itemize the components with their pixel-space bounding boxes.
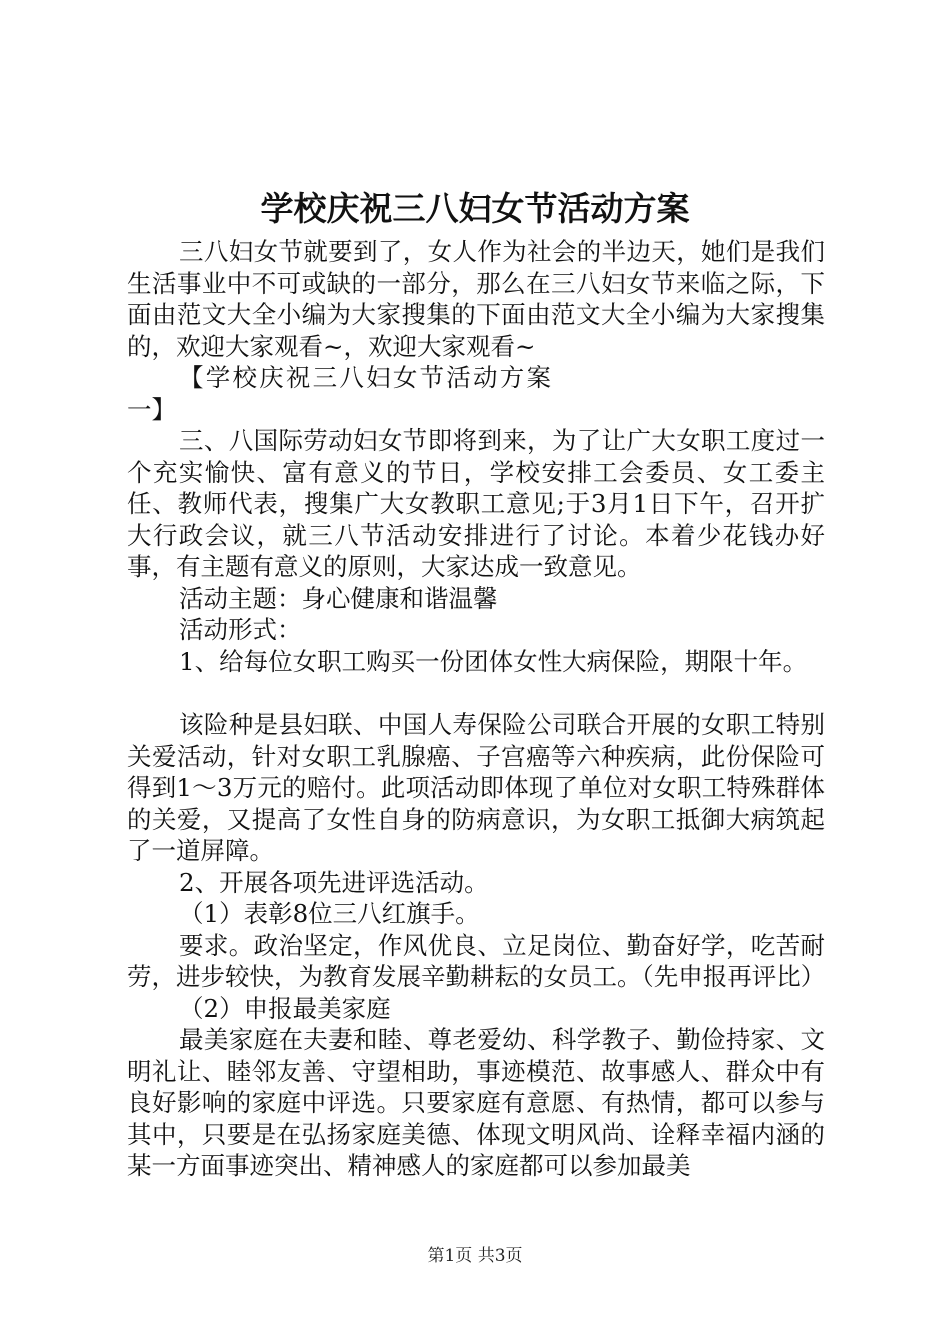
sub-list-item: （2）申报最美家庭 — [179, 993, 391, 1023]
sub-list-item: （1）表彰8位三八红旗手。 — [179, 899, 480, 928]
body-paragraph: 要求。政治坚定，作风优良、立足岗位、勤奋好学，吃苦耐劳，进步较快，为教育发展辛勤耕耘的女员工。（先申报再评比） — [127, 930, 826, 991]
body-paragraph: 三、八国际劳动妇女节即将到来，为了让广大女职工度过一个充实愉快、富有意义的节日，学校安排工会委员、女工委主任、教师代表，搜集广大女教职工意见;于3月1日下午，召开扩大行政会议，就三八节活动安排进行了讨论。本着少花钱办好事，有主题有意义的原则，大家达成一致意见。 — [127, 426, 825, 581]
intro-paragraph: 三八妇女节就要到了，女人作为社会的半边天，她们是我们生活事业中不可或缺的一部分，那么在三八妇女节来临之际，下面由范文大全小编为大家搜集的下面由范文大全小编为大家搜集的，欢迎大家观看~，欢迎大家观看~ — [127, 237, 825, 361]
activity-form-label: 活动形式： — [179, 615, 302, 644]
document-title: 学校庆祝三八妇女节活动方案 — [260, 189, 690, 228]
activity-theme: 活动主题：身心健康和谐温馨 — [179, 583, 498, 613]
document-body — [127, 236, 825, 1182]
paragraph-gap — [127, 677, 825, 709]
page-indicator: 第1页 共3页 — [427, 1246, 523, 1266]
list-item: 2、开展各项先进评选活动。 — [179, 867, 489, 897]
body-paragraph: 最美家庭在夫妻和睦、尊老爱幼、科学教子、勤俭持家、文明礼让、睦邻友善、守望相助，事迹模范、故事感人、群众中有良好影响的家庭中评选。只要家庭有意愿、有热情，都可以参与其中，只要是在弘扬家庭美德、体现文明风尚、诠释幸福内涵的某一方面事迹突出、精神感人的家庭都可以参加最美 — [127, 1025, 825, 1180]
section-heading: 【学校庆祝三八妇女节活动方案一】 — [127, 363, 551, 424]
body-paragraph: 该险种是县妇联、中国人寿保险公司联合开展的女职工特别关爱活动，针对女职工乳腺癌、子宫癌等六种疾病，此份保险可得到1～3万元的赔付。此项活动即体现了单位对女职工特殊群体的关爱，又提高了女性自身的防病意识，为女职工抵御大病筑起了一道屏障。 — [127, 710, 825, 865]
list-item: 1、给每位女职工购买一份团体女性大病保险，期限十年。 — [179, 646, 808, 676]
